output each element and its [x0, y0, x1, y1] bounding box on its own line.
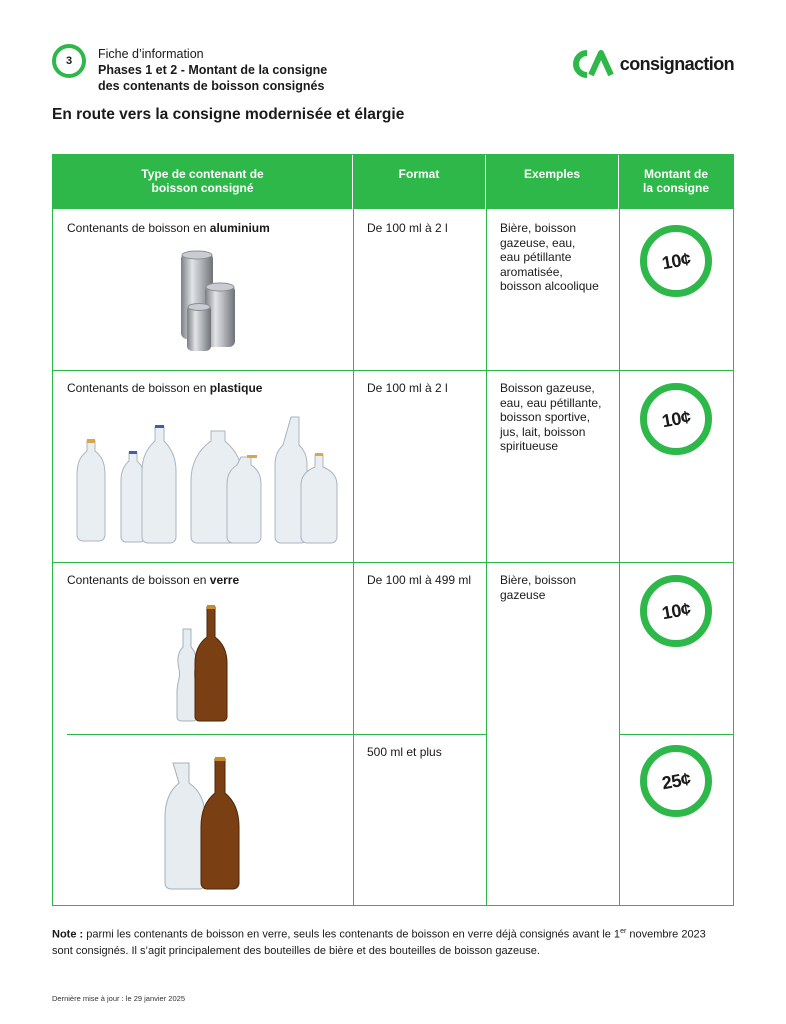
footnote — [52, 924, 742, 959]
small-glass-bottles-illustration — [173, 605, 233, 725]
col-header-format: Format — [353, 155, 486, 209]
type-material: plastique — [209, 381, 263, 395]
plastic-bottles-illustration — [69, 411, 341, 551]
note-label: Note : — [52, 928, 84, 941]
type-material: verre — [209, 573, 240, 587]
row-plastique-format: De 100 ml à 2 l — [367, 381, 448, 395]
doc-type: Fiche d’information — [98, 47, 204, 61]
type-prefix: Contenants de boisson en — [67, 221, 210, 235]
large-glass-bottles-illustration — [161, 755, 247, 893]
deposit-amount-badge — [640, 575, 712, 647]
example-line: Boisson gazeuse, — [500, 381, 595, 395]
page-header — [52, 44, 742, 94]
deposit-amount: 10¢ — [660, 406, 692, 431]
divider — [619, 209, 620, 905]
header-text — [98, 46, 327, 94]
type-prefix: Contenants de boisson en — [67, 573, 210, 587]
type-prefix: Contenants de boisson en — [67, 381, 210, 395]
consignaction-logo — [573, 50, 734, 78]
col-header-type — [53, 155, 353, 209]
example-line: eau, eau pétillante, — [500, 395, 602, 410]
row-aluminium-type — [67, 221, 270, 236]
divider — [53, 370, 733, 371]
example-line: boisson alcoolique — [500, 279, 599, 293]
page-subtitle: En route vers la consigne modernisée et élargie — [52, 106, 405, 123]
col-header-amount-line1: Montant de — [644, 167, 708, 181]
example-line: gazeuse, eau, — [500, 235, 576, 250]
row-plastique-examples — [500, 381, 601, 454]
deposit-amount-badge — [640, 745, 712, 817]
note-text: novembre 2023 — [626, 928, 706, 941]
col-header-amount — [619, 155, 733, 209]
divider — [353, 209, 354, 905]
col-header-type-line1: Type de contenant de — [141, 167, 264, 181]
step-badge: 3 — [52, 44, 86, 78]
doc-title-line1: Phases 1 et 2 - Montant de la consigne — [98, 63, 328, 77]
logo-mark-icon — [573, 50, 617, 78]
divider — [53, 562, 733, 563]
aluminium-cans-illustration — [171, 247, 251, 357]
example-line: eau pétillante — [500, 250, 572, 264]
example-line: Bière, boisson — [500, 221, 577, 235]
doc-title-line2: des contenants de boisson consignés — [98, 79, 325, 93]
row-verre-large-format: 500 ml et plus — [367, 745, 442, 759]
note-superscript: er — [620, 928, 627, 935]
divider — [67, 734, 486, 735]
logo-text: consignaction — [619, 53, 734, 74]
divider — [486, 209, 487, 905]
example-line: Bière, boisson — [500, 573, 577, 587]
table-header-row — [53, 155, 733, 209]
row-verre-small-format: De 100 ml à 499 ml — [367, 573, 472, 587]
example-line: aromatisée, — [500, 264, 563, 279]
deposit-amount-badge — [640, 225, 712, 297]
example-line: spiritueuse — [500, 439, 559, 453]
deposit-amount: 10¢ — [660, 248, 692, 273]
row-verre-type — [67, 573, 239, 588]
example-line: jus, lait, boisson — [500, 424, 586, 439]
type-material: aluminium — [209, 221, 270, 235]
deposit-table — [52, 154, 734, 906]
example-line: boisson sportive, — [500, 410, 591, 424]
example-line: gazeuse — [500, 587, 546, 602]
row-plastique-type — [67, 381, 262, 396]
col-header-examples: Exemples — [486, 155, 619, 209]
row-aluminium-format: De 100 ml à 2 l — [367, 221, 448, 235]
footnote-line2: sont consignés. Il s’agit principalement des bouteilles de bière et des bouteilles de boisson gazeuse. — [52, 944, 540, 957]
row-verre-examples — [500, 573, 576, 602]
deposit-amount: 25¢ — [660, 768, 692, 793]
last-updated: Dernière mise à jour : le 29 janvier 2025 — [52, 994, 185, 1003]
deposit-amount: 10¢ — [660, 598, 692, 623]
col-header-type-line2: boisson consigné — [151, 181, 254, 195]
footnote-line1 — [52, 924, 742, 943]
col-header-amount-line2: la consigne — [642, 181, 710, 195]
deposit-amount-badge — [640, 383, 712, 455]
divider — [619, 734, 733, 735]
note-text: parmi les contenants de boisson en verre, seuls les contenants de boisson en verre déjà consignés avant le 1 — [83, 928, 621, 941]
row-aluminium-examples — [500, 221, 599, 294]
